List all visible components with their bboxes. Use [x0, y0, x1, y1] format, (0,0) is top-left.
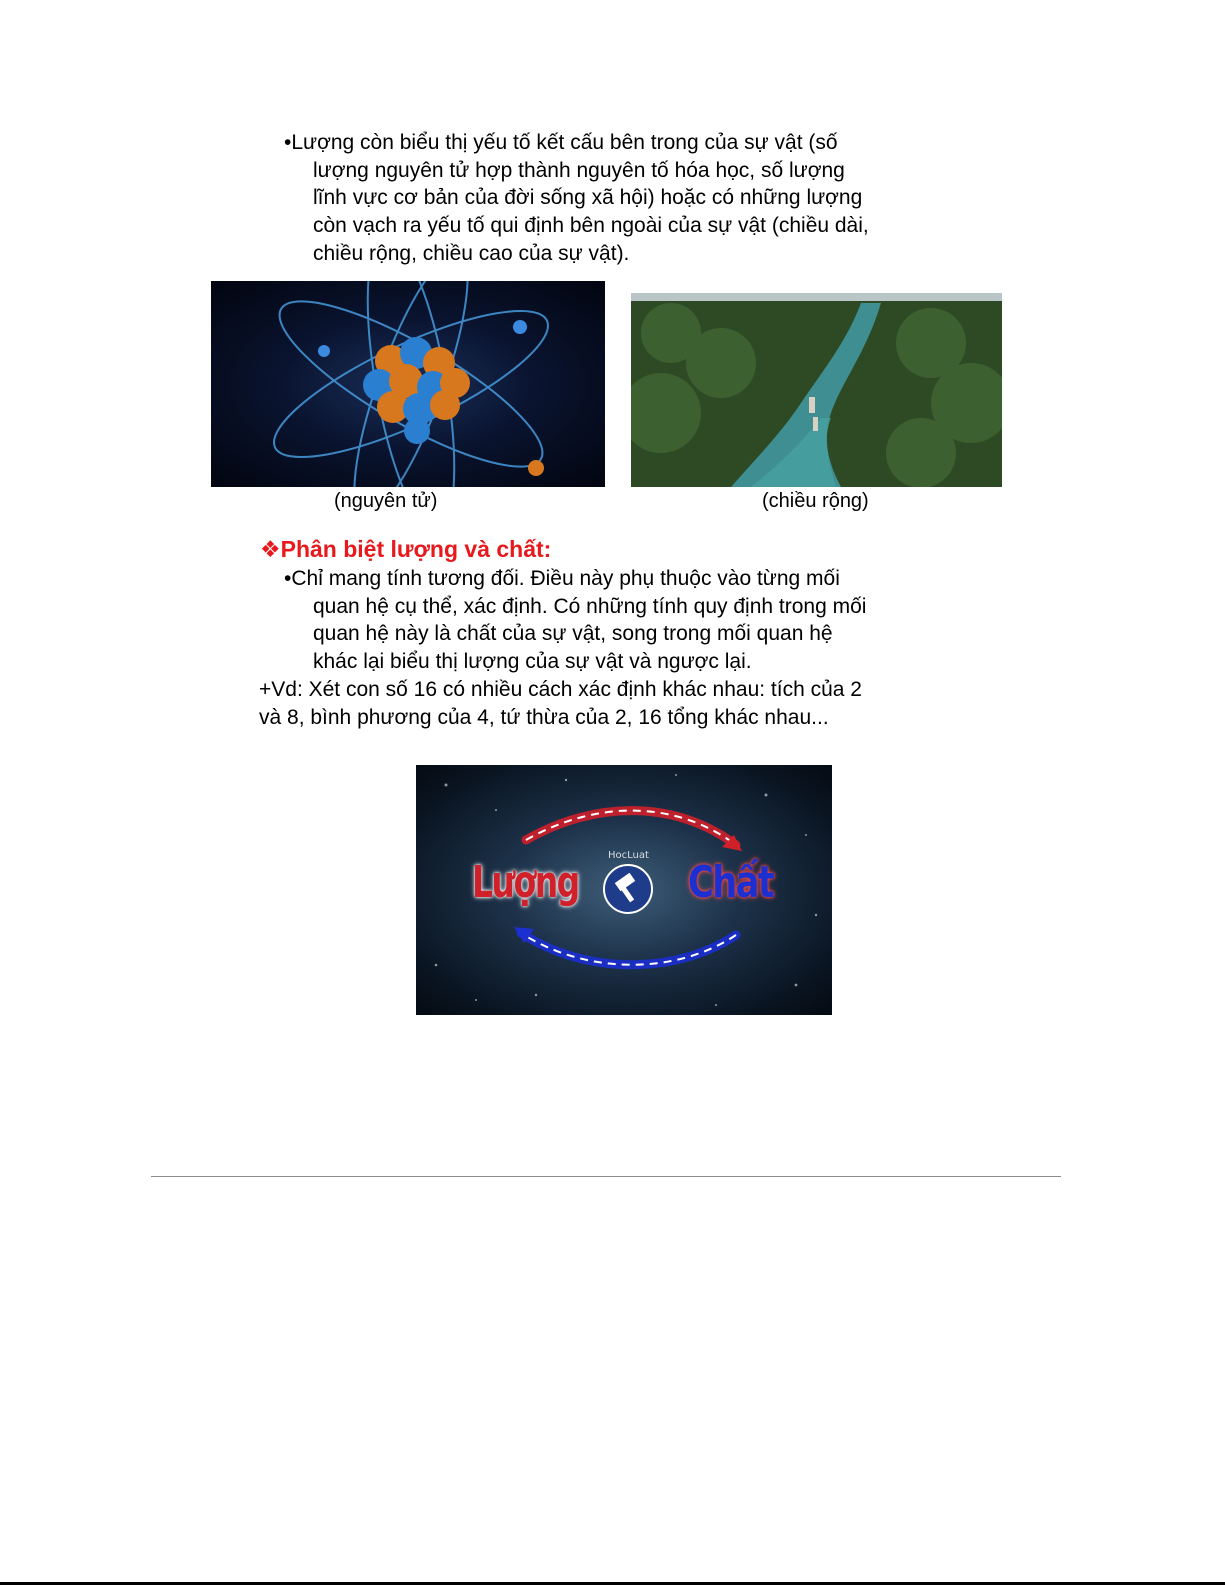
- atom-caption: (nguyên tử): [334, 490, 438, 512]
- paragraph1-text-1: Lượng còn biểu thị yếu tố kết cấu bên trong của sự vật (số: [291, 131, 838, 154]
- atom-illustration: [211, 281, 605, 487]
- section-heading: ❖Phân biệt lượng và chất:: [260, 536, 552, 562]
- paragraph1-line-5: chiều rộng, chiều cao của sự vật).: [313, 242, 630, 265]
- paragraph1-line-4: còn vạch ra yếu tố qui định bên ngoài của sự vật (chiều dài,: [313, 214, 869, 237]
- section-line-2: quan hệ cụ thể, xác định. Có những tính quy định trong mối: [313, 595, 867, 618]
- section-text-1: Chỉ mang tính tương đối. Điều này phụ thuộc vào từng mối: [291, 567, 840, 590]
- page-divider: [151, 1176, 1061, 1177]
- section-line-4: khác lại biểu thị lượng của sự vật và ngược lại.: [313, 650, 752, 673]
- luong-chat-image: [416, 765, 832, 1015]
- bullet: •: [284, 131, 292, 154]
- river-caption: (chiều rộng): [762, 490, 869, 512]
- luong-label: Lượng: [472, 857, 579, 908]
- section-line-1: [284, 565, 840, 593]
- paragraph1-line-3: lĩnh vực cơ bản của đời sống xã hội) hoặc có những lượng: [313, 186, 863, 209]
- paragraph1-line-2: lượng nguyên tử hợp thành nguyên tố hóa học, số lượng: [313, 159, 845, 182]
- bullet: •: [284, 567, 292, 590]
- atom-image: [211, 281, 605, 487]
- paragraph1-line-1: [284, 129, 838, 157]
- section-line-3: quan hệ này là chất của sự vật, song trong mối quan hệ: [313, 622, 833, 645]
- river-image: [631, 293, 1002, 487]
- river-illustration: [631, 293, 1002, 487]
- chat-label: Chất: [688, 857, 774, 908]
- example-line-2: và 8, bình phương của 4, tứ thừa của 2, 16 tổng khác nhau...: [259, 706, 829, 729]
- example-line-1: +Vd: Xét con số 16 có nhiều cách xác định khác nhau: tích của 2: [259, 678, 862, 701]
- watermark-text: HocLuat: [608, 850, 649, 861]
